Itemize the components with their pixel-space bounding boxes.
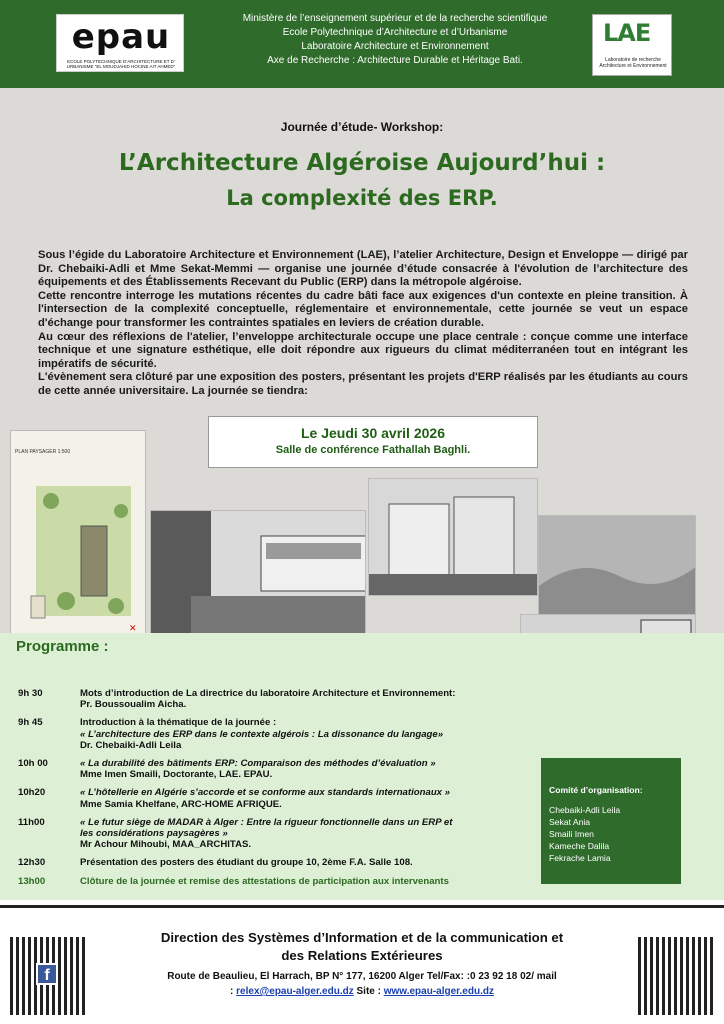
event-subtitle: La complexité des ERP. xyxy=(226,186,498,210)
programme-item xyxy=(18,717,518,751)
committee-member: Kameche Dalila xyxy=(549,841,610,851)
facebook-icon: f xyxy=(36,963,58,985)
lae-logo-subtitle: Laboratoire de recherche Architecture et Environnement xyxy=(599,57,667,69)
mail-prefix: : xyxy=(230,986,234,997)
programme-line: Introduction à la thématique de la journée : xyxy=(80,717,277,729)
programme-line: Mme Imen Smaili, Doctorante, LAE. EPAU. xyxy=(80,769,273,781)
epau-logo xyxy=(56,14,184,72)
header-line-lab: Laboratoire Architecture et Environnement xyxy=(301,41,489,52)
event-type: Journée d’étude- Workshop: xyxy=(280,120,444,134)
event-description xyxy=(38,249,688,399)
programme-item xyxy=(18,817,518,851)
landscape-plan-image xyxy=(10,430,146,638)
programme-content xyxy=(80,817,518,851)
programme-line: Dr. Chebaiki-Adli Leila xyxy=(80,739,182,751)
programme-item xyxy=(18,857,518,868)
epau-logo-subtitle: ECOLE POLYTECHNIQUE D’ARCHITECTURE ET D’ URBANISME "EL MOUDJAHID HOCINE AIT AHMED" xyxy=(66,59,176,69)
programme-item xyxy=(18,787,518,809)
programme-line: Mr Achour Mihoubi, MAA_ARCHITAS. xyxy=(80,839,252,851)
programme-line: Présentation des posters des étudiant du groupe 10, 2ème F.A. Salle 108. xyxy=(80,857,413,869)
programme-line: Mme Samia Khelfane, ARC-HOME AFRIQUE. xyxy=(80,798,282,810)
plan-label: PLAN PAYSAGER 1:500 xyxy=(15,449,71,455)
programme-line: Pr. Boussoualim Aicha. xyxy=(80,699,187,711)
lae-logo-mark: LAE xyxy=(603,19,651,47)
lae-logo xyxy=(592,14,672,76)
description-paragraph: Cette rencontre interroge les mutations récentes du cadre bâti face aux exigences d'un contexte en pleine transition. À l'intersection de la complexité conceptuelle, réglementaire et environnementale, cette journée se veut un espace d'échange pour transformer les contraintes spatiales en leviers de création durable. xyxy=(38,289,688,329)
event-title: L’Architecture Algéroise Aujourd’hui : xyxy=(118,150,606,176)
programme-line: Mots d’introduction de La directrice du laboratoire Architecture et Environnement: xyxy=(80,688,456,699)
footer-direction-line2: des Relations Extérieures xyxy=(281,948,443,963)
programme-item xyxy=(18,688,518,710)
event-date-box xyxy=(208,416,538,468)
programme-line: « La durabilité des bâtiments ERP: Comparaison des méthodes d’évaluation » xyxy=(80,758,436,770)
programme-time: 13h00 xyxy=(18,875,46,887)
programme-item xyxy=(18,876,518,887)
header-line-ministry: Ministère de l’enseignement supérieur et de la recherche scientifique xyxy=(242,13,548,24)
programme-content xyxy=(80,758,518,780)
footer-direction-line1: Direction des Systèmes d’Information et de la communication et xyxy=(160,930,564,945)
programme-line: « L’architecture des ERP dans le contexte algérois : La dissonance du langage» xyxy=(80,728,444,740)
committee-member: Chebaiki-Adli Leila xyxy=(549,805,621,815)
programme-content xyxy=(80,717,518,751)
website-link[interactable]: www.epau-alger.edu.dz xyxy=(383,986,494,997)
committee-member: Fekrache Lamia xyxy=(549,853,611,863)
description-paragraph: Au cœur des réflexions de l'atelier, l’enveloppe architecturale occupe une place centrale : conçue comme une interface technique et une signature esthétique, elle doit répondre aux rigueurs du climat méditerranéen tout en intégrant les impératifs de sécurité. xyxy=(38,330,688,370)
footer-address: Route de Beaulieu, El Harrach, BP N° 177, 16200 Alger Tel/Fax: :0 23 92 18 02/ mail xyxy=(167,971,557,982)
programme-list xyxy=(18,688,518,894)
organizing-committee-box xyxy=(541,758,681,884)
programme-time: 9h 45 xyxy=(18,717,43,729)
svg-text:✕: ✕ xyxy=(129,623,137,633)
website-qr-code[interactable] xyxy=(638,937,716,1015)
programme-content xyxy=(80,876,518,887)
event-venue: Salle de conférence Fathallah Baghli. xyxy=(275,444,471,456)
committee-member: Sekat Ania xyxy=(549,817,591,827)
sky-sketch-image xyxy=(538,515,696,615)
programme-content xyxy=(80,688,518,710)
footer-links xyxy=(100,984,624,999)
footer-contact xyxy=(100,969,624,999)
footer-direction xyxy=(100,929,624,965)
programme-time: 10h20 xyxy=(18,787,46,799)
programme-item xyxy=(18,758,518,780)
epau-logo-text: epau xyxy=(71,17,171,57)
hotel-photo-image xyxy=(368,478,538,596)
programme-line: « L’hôtellerie en Algérie s’accorde et se conforme aux standards internationaux » xyxy=(80,787,451,799)
building-render-image xyxy=(150,510,366,638)
header-line-axis: Axe de Recherche : Architecture Durable et Héritage Bati. xyxy=(267,55,523,66)
programme-line: « Le futur siège de MADAR à Alger : Entre la rigueur fonctionnelle dans un ERP et xyxy=(80,816,453,828)
event-date: Le Jeudi 30 avril 2026 xyxy=(301,425,445,441)
header-line-school: Ecole Polytechnique d’Architecture et d’Urbanisme xyxy=(282,27,508,38)
programme-time: 12h30 xyxy=(18,857,46,869)
footer-divider xyxy=(0,905,724,908)
programme-content xyxy=(80,787,518,809)
email-link[interactable]: relex@epau-alger.edu.dz xyxy=(236,986,354,997)
site-label: Site : xyxy=(356,986,381,997)
header-institution-text xyxy=(210,12,580,68)
programme-time: 9h 30 xyxy=(18,688,43,699)
description-paragraph: Sous l’égide du Laboratoire Architecture et Environnement (LAE), l’atelier Architecture, Design et Enveloppe — dirigé par Dr. Chebaiki-Adli et Mme Sekat-Memmi — organise une journée d’étude consacrée à l'évolution de l’architecture des équipements et des Établissements Recevant du Public (ERP) dans la métropole algéroise. xyxy=(38,249,688,289)
footer xyxy=(0,905,724,1024)
programme-line: les considérations paysagères » xyxy=(80,828,228,840)
header-banner xyxy=(0,0,724,88)
programme-time: 11h00 xyxy=(18,816,45,828)
description-paragraph: L'évènement sera clôturé par une exposition des posters, présentant les projets d'ERP réalisés par les étudiants au cours de cette année universitaire. La journée se tiendra: xyxy=(38,371,688,397)
programme-content xyxy=(80,857,518,868)
programme-title: Programme : xyxy=(16,638,109,655)
programme-line: Clôture de la journée et remise des attestations de participation aux intervenants xyxy=(80,875,449,887)
committee-title: Comité d’organisation: xyxy=(549,785,643,795)
programme-time: 10h 00 xyxy=(18,758,48,770)
committee-member: Smaili Imen xyxy=(549,829,594,839)
